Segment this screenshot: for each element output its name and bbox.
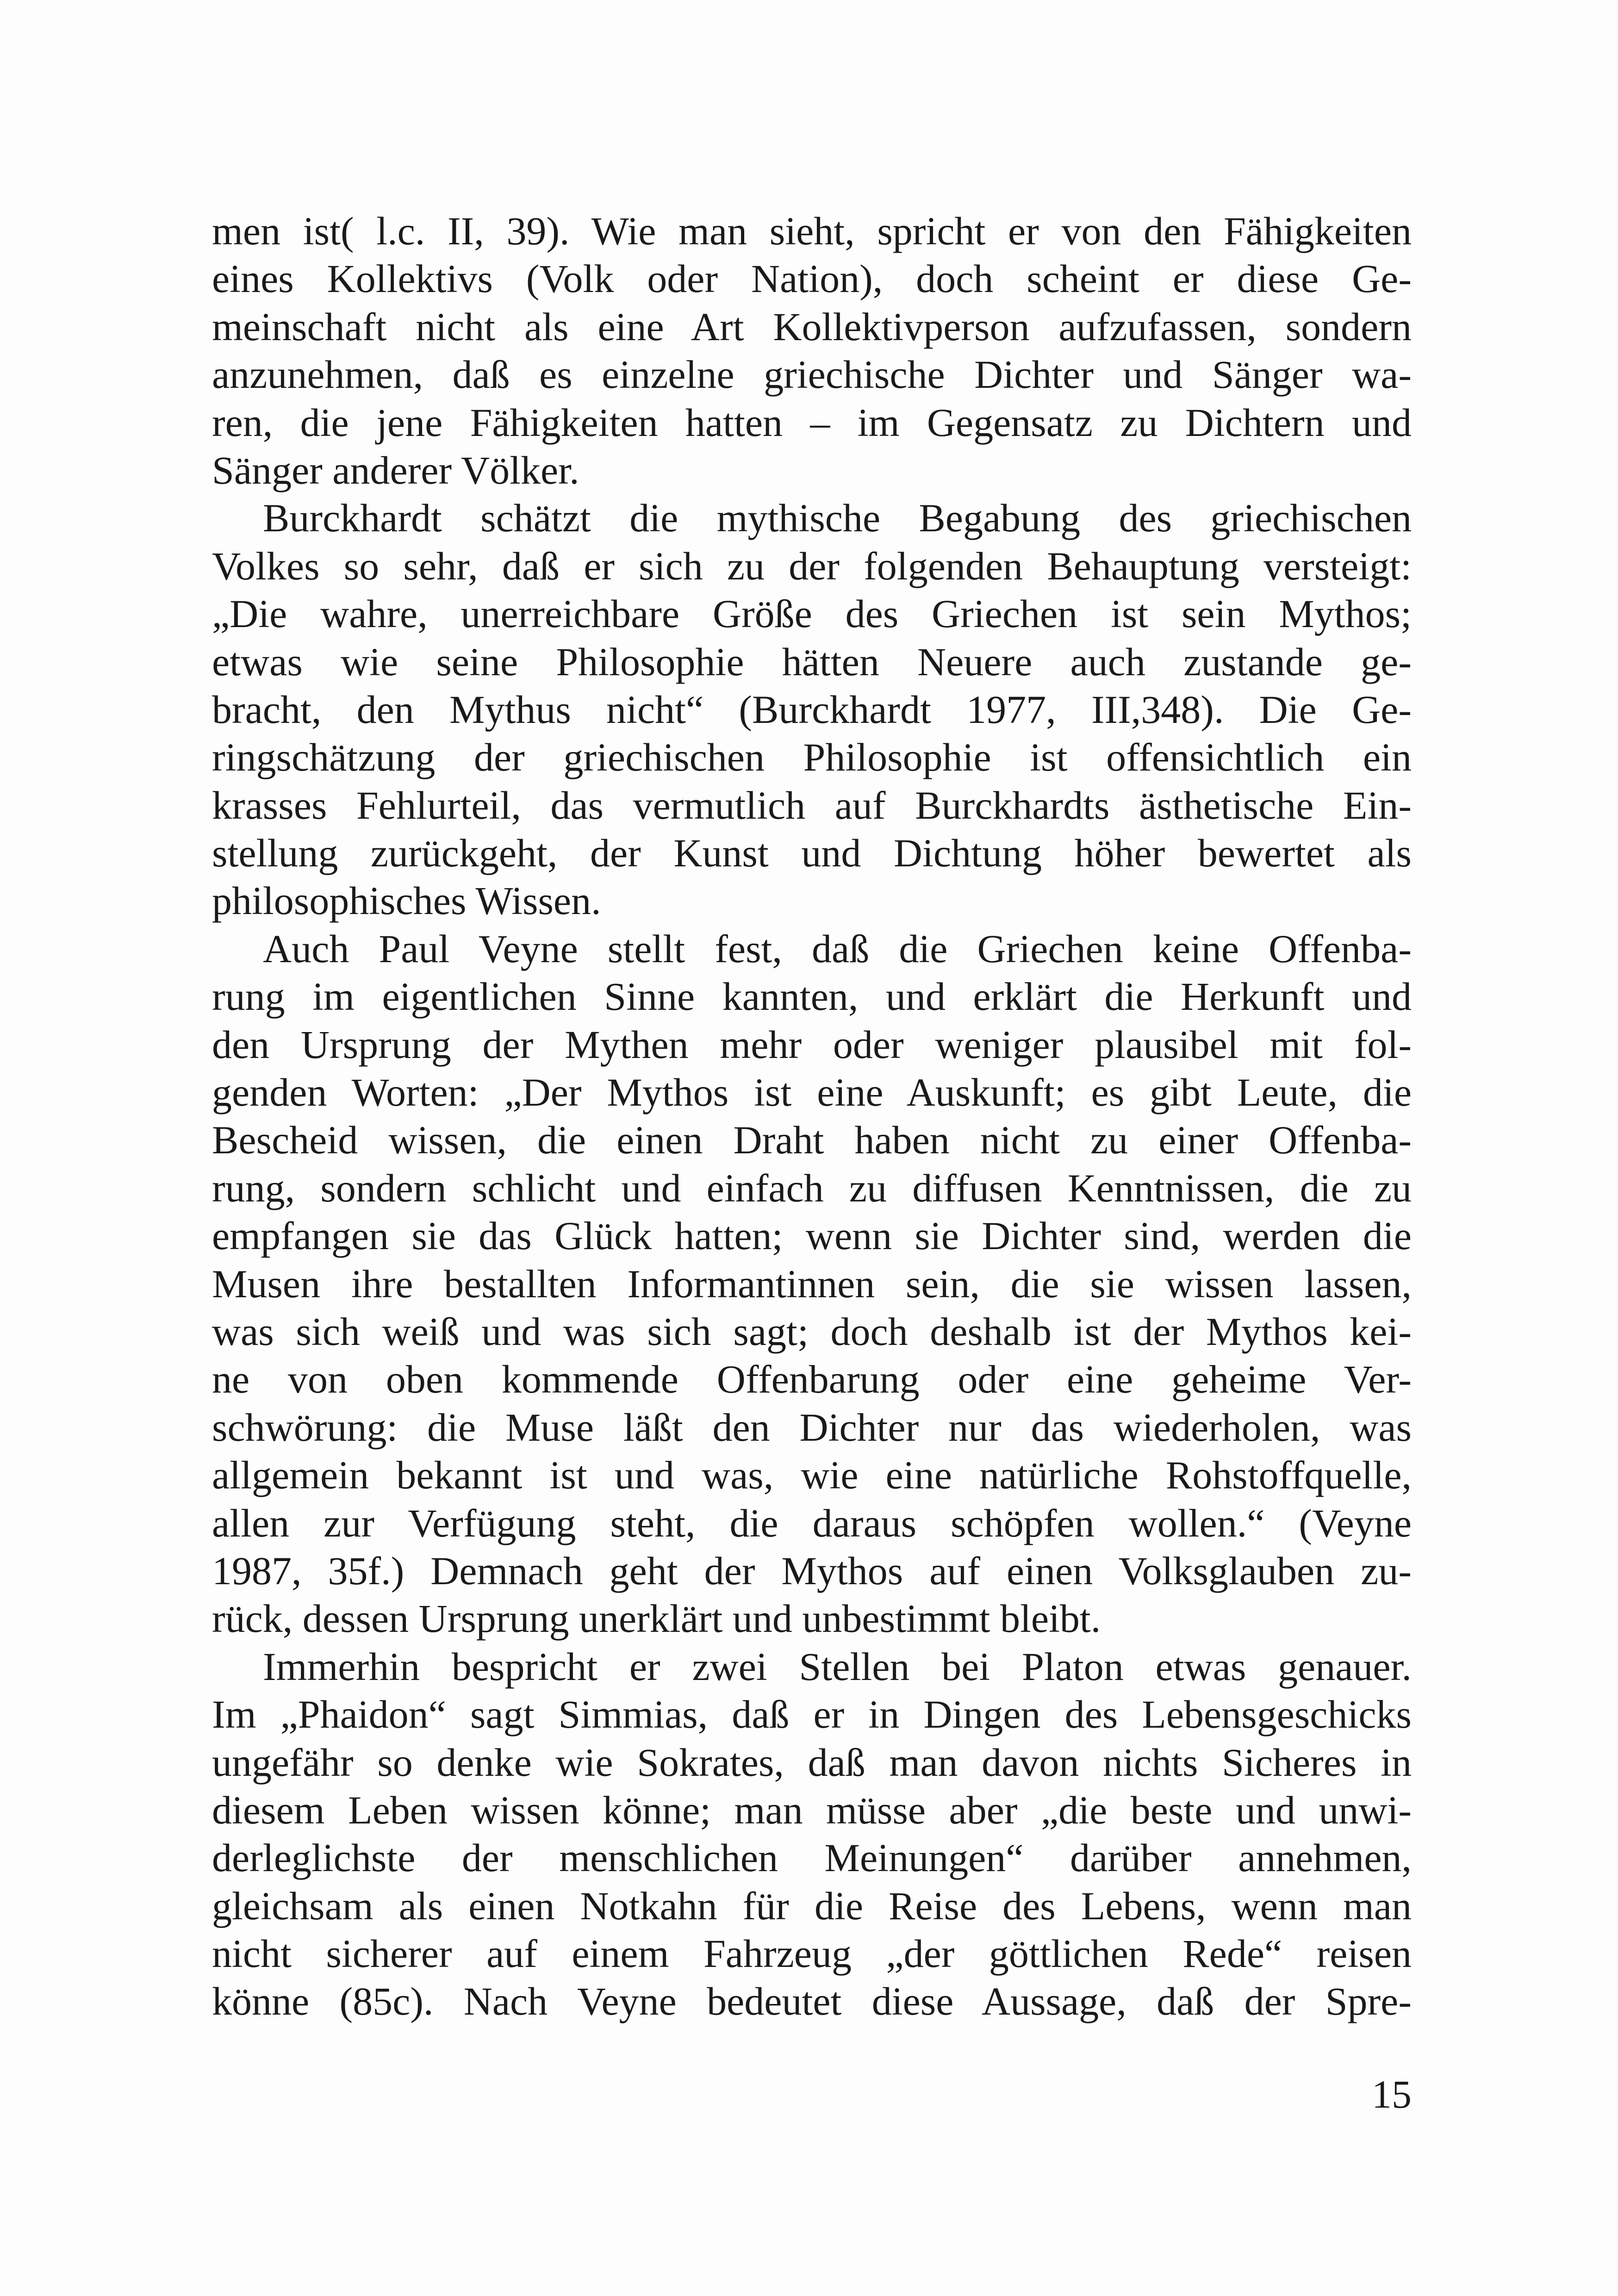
text-line: allen zur Verfügung steht, die daraus schöpfen wollen.“ (Veyne bbox=[212, 1500, 1412, 1545]
paragraph bbox=[212, 1643, 1412, 2026]
text-line: ungefähr so denke wie Sokrates, daß man davon nichts Sicheres in bbox=[212, 1740, 1412, 1785]
text-line: könne (85c). Nach Veyne bedeutet diese Aussage, daß der Spre- bbox=[212, 1979, 1412, 2024]
text-line: genden Worten: „Der Mythos ist eine Auskunft; es gibt Leute, die bbox=[212, 1070, 1412, 1115]
text-line: Burckhardt schätzt die mythische Begabung des griechischen bbox=[263, 496, 1412, 541]
text-line: Sänger anderer Völker. bbox=[212, 448, 579, 492]
text-line: allgemein bekannt ist und was, wie eine natürliche Rohstoffquelle, bbox=[212, 1453, 1412, 1498]
text-line: anzunehmen, daß es einzelne griechische Dichter und Sänger wa- bbox=[212, 352, 1412, 397]
text-line: Im „Phaidon“ sagt Simmias, daß er in Dingen des Lebensgeschicks bbox=[212, 1692, 1412, 1737]
text-line: Auch Paul Veyne stellt fest, daß die Griechen keine Offenba- bbox=[263, 926, 1412, 971]
text-line: schwörung: die Muse läßt den Dichter nur das wiederholen, was bbox=[212, 1405, 1412, 1450]
text-line: Immerhin bespricht er zwei Stellen bei Platon etwas genauer. bbox=[263, 1644, 1412, 1689]
text-line: nicht sicherer auf einem Fahrzeug „der göttlichen Rede“ reisen bbox=[212, 1931, 1412, 1976]
text-line: bracht, den Mythus nicht“ (Burckhardt 1977, III,348). Die Ge- bbox=[212, 687, 1412, 732]
text-line: rung, sondern schlicht und einfach zu diffusen Kenntnissen, die zu bbox=[212, 1165, 1412, 1210]
text-line: men ist( l.c. II, 39). Wie man sieht, spricht er von den Fähigkeiten bbox=[212, 209, 1412, 253]
text-line: derleglichste der menschlichen Meinungen“ darüber annehmen, bbox=[212, 1836, 1412, 1880]
text-line: rung im eigentlichen Sinne kannten, und erklärt die Herkunft und bbox=[212, 974, 1412, 1019]
text-line: Volkes so sehr, daß er sich zu der folgenden Behauptung versteigt: bbox=[212, 543, 1412, 588]
paragraph bbox=[212, 494, 1412, 925]
text-line: ringschätzung der griechischen Philosophie ist offensichtlich ein bbox=[212, 735, 1412, 780]
text-line: ne von oben kommende Offenbarung oder eine geheime Ver- bbox=[212, 1357, 1412, 1402]
text-line: meinschaft nicht als eine Art Kollektivperson aufzufassen, sondern bbox=[212, 304, 1412, 349]
paragraph bbox=[212, 925, 1412, 1643]
text-line: gleichsam als einen Notkahn für die Reise des Lebens, wenn man bbox=[212, 1883, 1412, 1928]
text-line: stellung zurückgeht, der Kunst und Dichtung höher bewertet als bbox=[212, 831, 1412, 876]
text-line: was sich weiß und was sich sagt; doch deshalb ist der Mythos kei- bbox=[212, 1309, 1412, 1354]
body-text bbox=[212, 207, 1412, 2026]
text-line: Bescheid wissen, die einen Draht haben nicht zu einer Offenba- bbox=[212, 1118, 1412, 1163]
text-line: Musen ihre bestallten Informantinnen sein, die sie wissen lassen, bbox=[212, 1261, 1412, 1306]
page-number: 15 bbox=[1372, 2072, 1412, 2116]
paragraph bbox=[212, 207, 1412, 494]
text-line: philosophisches Wissen. bbox=[212, 878, 601, 923]
text-line: etwas wie seine Philosophie hätten Neuere auch zustande ge- bbox=[212, 639, 1412, 684]
text-line: krasses Fehlurteil, das vermutlich auf Burckhardts ästhetische Ein- bbox=[212, 783, 1412, 828]
text-line: diesem Leben wissen könne; man müsse aber „die beste und unwi- bbox=[212, 1787, 1412, 1832]
text-line: eines Kollektivs (Volk oder Nation), doch scheint er diese Ge- bbox=[212, 256, 1412, 301]
text-line: empfangen sie das Glück hatten; wenn sie Dichter sind, werden die bbox=[212, 1213, 1412, 1258]
text-line: 1987, 35f.) Demnach geht der Mythos auf einen Volksglauben zu- bbox=[212, 1548, 1412, 1593]
text-line: den Ursprung der Mythen mehr oder weniger plausibel mit fol- bbox=[212, 1022, 1412, 1067]
text-line: rück, dessen Ursprung unerklärt und unbestimmt bleibt. bbox=[212, 1596, 1101, 1641]
text-line: ren, die jene Fähigkeiten hatten – im Gegensatz zu Dichtern und bbox=[212, 400, 1412, 445]
text-line: „Die wahre, unerreichbare Größe des Griechen ist sein Mythos; bbox=[212, 591, 1412, 636]
